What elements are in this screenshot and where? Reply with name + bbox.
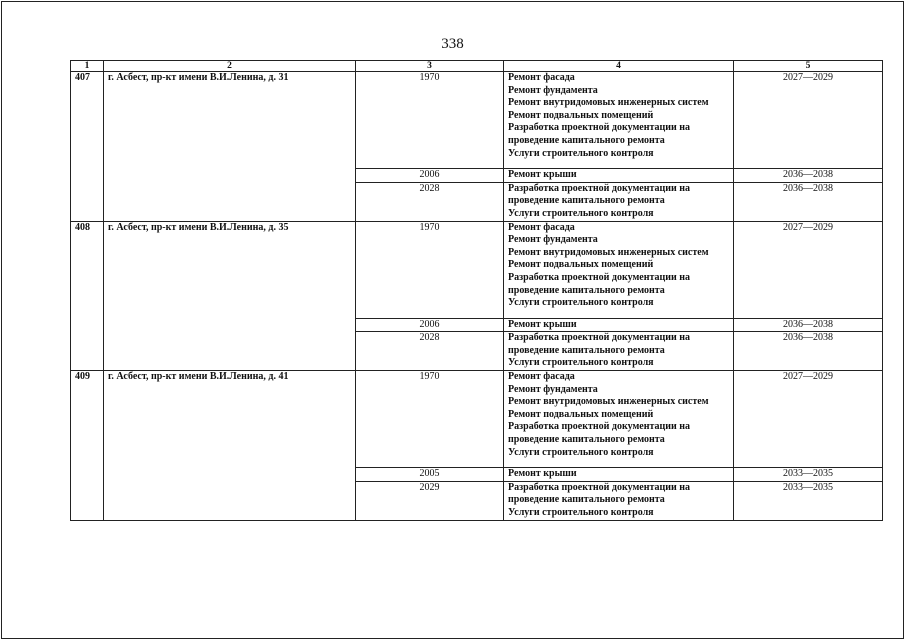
work-item: Услуги строительного контроля <box>508 147 654 159</box>
work-item: Услуги строительного контроля <box>508 297 654 309</box>
row-number: 408 <box>71 221 104 371</box>
work-item: Ремонт крыши <box>508 169 577 181</box>
work-item: Ремонт фундамента <box>508 84 598 96</box>
column-header: 5 <box>734 61 883 72</box>
table-header-row <box>71 61 883 72</box>
work-item: Ремонт подвальных помещений <box>508 109 654 121</box>
works-cell <box>504 221 734 318</box>
work-item: Разработка проектной документации на <box>508 481 691 493</box>
column-header: 4 <box>504 61 734 72</box>
work-item: Разработка проектной документации на <box>508 271 691 283</box>
work-item: Ремонт подвальных помещений <box>508 259 654 271</box>
work-item: Ремонт фундамента <box>508 234 598 246</box>
work-item: Разработка проектной документации на <box>508 122 691 134</box>
work-item: проведение капитального ремонта <box>508 344 665 356</box>
work-item: проведение капитального ремонта <box>508 434 665 446</box>
work-item: Услуги строительного контроля <box>508 207 654 219</box>
building-address: г. Асбест, пр-кт имени В.И.Ленина, д. 35 <box>104 221 356 371</box>
year-cell: 2006 <box>356 318 504 332</box>
period-cell: 2036—2038 <box>734 332 883 371</box>
period-cell: 2036—2038 <box>734 169 883 183</box>
table-row <box>71 72 883 169</box>
works-cell <box>504 182 734 221</box>
work-item: проведение капитального ремонта <box>508 494 665 506</box>
period-cell: 2033—2035 <box>734 468 883 482</box>
period-cell: 2036—2038 <box>734 182 883 221</box>
column-header: 2 <box>104 61 356 72</box>
building-address: г. Асбест, пр-кт имени В.И.Ленина, д. 41 <box>104 371 356 521</box>
period-cell: 2036—2038 <box>734 318 883 332</box>
works-cell <box>504 72 734 169</box>
period-cell: 2027—2029 <box>734 221 883 318</box>
work-item: Услуги строительного контроля <box>508 357 654 369</box>
year-cell: 1970 <box>356 371 504 468</box>
work-item: Услуги строительного контроля <box>508 446 654 458</box>
row-number: 409 <box>71 371 104 521</box>
work-item: Ремонт фасада <box>508 72 575 83</box>
table-row <box>71 371 883 468</box>
period-cell: 2027—2029 <box>734 371 883 468</box>
work-item: Разработка проектной документации на <box>508 182 691 194</box>
work-item: проведение капитального ремонта <box>508 134 665 146</box>
year-cell: 2029 <box>356 481 504 520</box>
table-row <box>71 221 883 318</box>
work-item: Разработка проектной документации на <box>508 332 691 344</box>
work-item: Ремонт подвальных помещений <box>508 408 654 420</box>
works-cell <box>504 481 734 520</box>
year-cell: 2006 <box>356 169 504 183</box>
year-cell: 1970 <box>356 221 504 318</box>
year-cell: 2005 <box>356 468 504 482</box>
works-cell <box>504 371 734 468</box>
year-cell: 2028 <box>356 332 504 371</box>
column-header: 3 <box>356 61 504 72</box>
work-item: Разработка проектной документации на <box>508 421 691 433</box>
work-item: проведение капитального ремонта <box>508 195 665 207</box>
work-item: Услуги строительного контроля <box>508 507 654 518</box>
works-cell <box>504 468 734 482</box>
work-item: Ремонт внутридомовых инженерных систем <box>508 97 709 109</box>
work-item: Ремонт внутридомовых инженерных систем <box>508 396 709 408</box>
work-item: Ремонт крыши <box>508 468 577 480</box>
works-cell <box>504 169 734 183</box>
works-cell <box>504 318 734 332</box>
work-item: Ремонт фундамента <box>508 383 598 395</box>
period-cell: 2033—2035 <box>734 481 883 520</box>
work-item: Ремонт фасада <box>508 221 575 233</box>
work-item: Ремонт крыши <box>508 318 577 330</box>
column-header: 1 <box>71 61 104 72</box>
works-cell <box>504 332 734 371</box>
building-address: г. Асбест, пр-кт имени В.И.Ленина, д. 31 <box>104 72 356 222</box>
work-item: Ремонт внутридомовых инженерных систем <box>508 246 709 258</box>
table-body <box>71 72 883 521</box>
work-item: проведение капитального ремонта <box>508 284 665 296</box>
period-cell: 2027—2029 <box>734 72 883 169</box>
repair-schedule-table <box>70 60 883 521</box>
year-cell: 1970 <box>356 72 504 169</box>
work-item: Ремонт фасада <box>508 371 575 383</box>
page-number: 338 <box>441 36 464 52</box>
row-number: 407 <box>71 72 104 222</box>
year-cell: 2028 <box>356 182 504 221</box>
